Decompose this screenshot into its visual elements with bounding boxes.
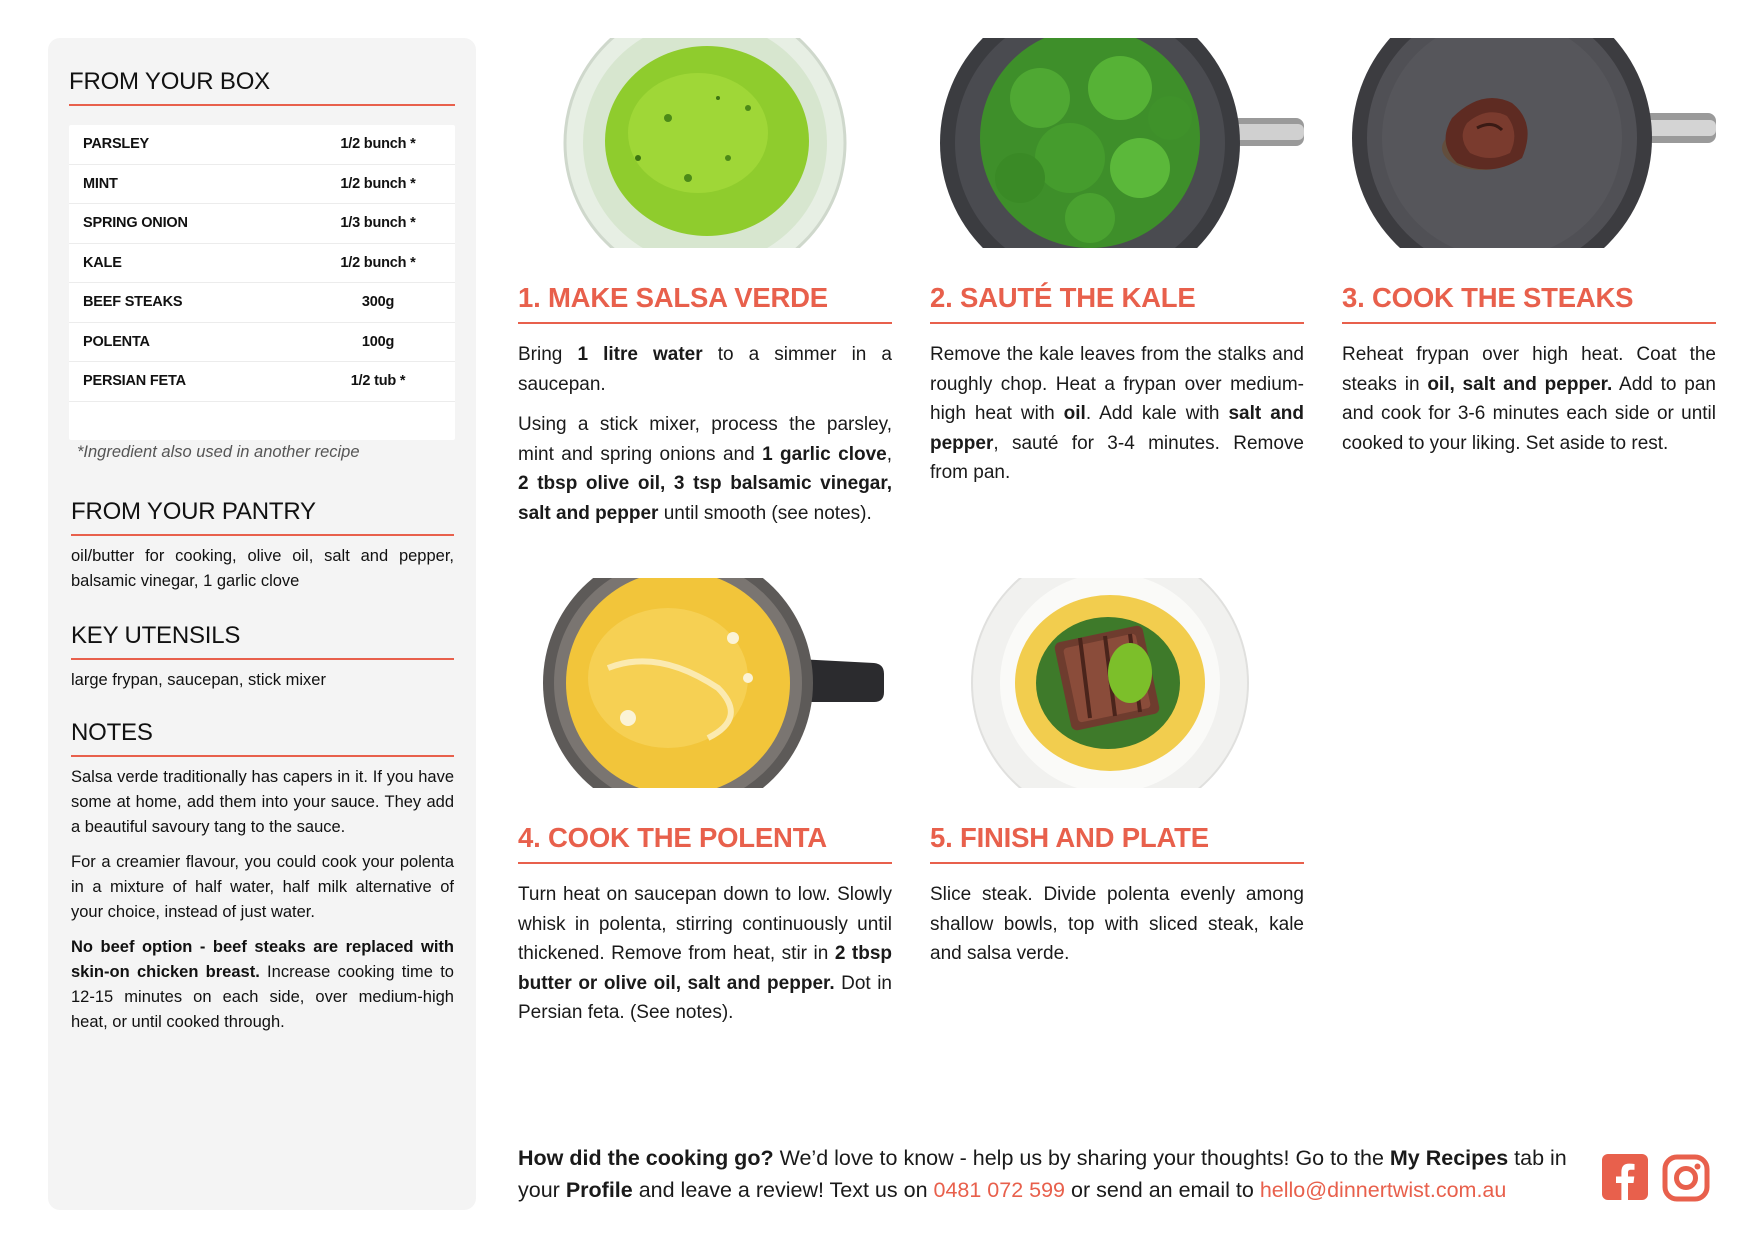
feedback-message — [518, 1143, 1578, 1206]
notes-body — [71, 765, 454, 1045]
ingredient-row — [69, 362, 455, 402]
my-recipes-label: My Recipes — [1389, 1146, 1509, 1170]
facebook-icon[interactable] — [1602, 1154, 1648, 1200]
plated-dish-image — [930, 578, 1304, 788]
step-2 — [930, 282, 1304, 499]
note-paragraph: Salsa verde traditionally has capers in it. If you have some at home, add them into your sauce. They add a beautiful savoury tang to the sauce. — [71, 768, 454, 836]
step-5-title: 5. FINISH AND PLATE — [930, 822, 1304, 864]
text: Add to pan and cook for 3-6 minutes each side or until cooked to your liking. Set aside to rest. — [1342, 373, 1716, 454]
feedback-question: How did the cooking go? — [518, 1146, 774, 1170]
text: Dot in Persian feta. (See notes). — [518, 972, 892, 1023]
ingredient-qty: 300g — [361, 294, 395, 311]
step-3-body — [1342, 340, 1716, 458]
step-paragraph — [518, 880, 892, 1028]
ingredient-name: KALE — [83, 254, 122, 271]
instagram-icon[interactable] — [1662, 1154, 1710, 1202]
notes-title: NOTES — [71, 719, 454, 757]
bold-text: oil, salt and pepper. — [1427, 373, 1613, 395]
text: , — [886, 443, 892, 465]
ingredient-qty: 1/2 bunch * — [340, 254, 416, 271]
note-text: Increase cooking time to 12-15 minutes on each side, over medium-high heat, or until cooked through. — [71, 963, 454, 1031]
ingredient-row — [69, 244, 455, 284]
step-4-title: 4. COOK THE POLENTA — [518, 822, 892, 864]
kale-in-frypan-image — [930, 38, 1304, 248]
bold-text: 1 garlic clove — [762, 443, 887, 465]
ingredient-name: POLENTA — [83, 333, 150, 350]
text: until smooth (see notes). — [658, 502, 872, 524]
text: . Add kale with — [1085, 403, 1229, 424]
step-paragraph — [930, 340, 1304, 488]
text: Using a stick mixer, process the parsley, mint and spring onions and — [518, 414, 892, 465]
ingredient-row-empty — [69, 402, 455, 441]
step-3-title: 3. COOK THE STEAKS — [1342, 282, 1716, 324]
profile-label: Profile — [565, 1177, 633, 1202]
ingredient-row — [69, 283, 455, 323]
steak-in-frypan-image — [1342, 38, 1716, 248]
step-1-title: 1. MAKE SALSA VERDE — [518, 282, 892, 324]
bold-text: 1 litre water — [577, 344, 703, 365]
ingredient-qty: 100g — [361, 333, 395, 350]
text: Turn heat on saucepan down to low. Slowly whisk in polenta, stirring continuously until thickened. Remove from heat, stir in — [518, 884, 892, 964]
step-5-body — [930, 880, 1304, 969]
ingredient-name: MINT — [83, 175, 118, 192]
step-4-body — [518, 880, 892, 1028]
step-3 — [1342, 282, 1716, 469]
step-4 — [518, 822, 892, 1039]
ingredient-footnote: *Ingredient also used in another recipe — [77, 443, 360, 461]
step-paragraph — [518, 340, 892, 399]
step-1 — [518, 282, 892, 539]
ingredient-name: SPRING ONION — [83, 215, 188, 232]
step-1-body — [518, 340, 892, 528]
text: We’d love to know - help us by sharing your thoughts! Go to the — [773, 1146, 1390, 1170]
ingredient-qty: 1/3 bunch * — [340, 215, 416, 232]
ingredient-name: BEEF STEAKS — [83, 294, 183, 311]
bold-text: oil — [1063, 403, 1086, 424]
note-paragraph — [71, 935, 454, 1035]
text: or send an email to — [1065, 1177, 1260, 1202]
key-utensils-title: KEY UTENSILS — [71, 622, 454, 660]
note-paragraph: For a creamier flavour, you could cook your polenta in a mixture of half water, half milk alternative of your choice, instead of just water. — [71, 853, 454, 921]
text: to a simmer in a saucepan. — [518, 344, 893, 395]
note-bold: No beef option - beef steaks are replaced with skin-on chicken breast. — [71, 938, 454, 981]
step-paragraph — [1342, 340, 1716, 458]
step-2-title: 2. SAUTÉ THE KALE — [930, 282, 1304, 324]
utensils-list: large frypan, saucepan, stick mixer — [71, 671, 326, 689]
from-your-box-title: FROM YOUR BOX — [69, 68, 455, 106]
bold-text: salt and pepper — [930, 403, 1304, 454]
text: Reheat frypan over high heat. Coat the steaks in — [1342, 344, 1716, 395]
ingredient-qty: 1/2 tub * — [350, 373, 406, 390]
step-paragraph — [930, 880, 1304, 969]
text: and leave a review! Text us on — [632, 1177, 934, 1202]
from-your-pantry-title: FROM YOUR PANTRY — [71, 498, 454, 536]
ingredient-qty: 1/2 bunch * — [340, 136, 416, 153]
step-paragraph — [518, 410, 892, 528]
text: , sauté for 3-4 minutes. Remove from pan. — [930, 432, 1304, 483]
text: tab in your — [518, 1146, 1567, 1202]
ingredient-row — [69, 125, 455, 165]
step-5 — [930, 822, 1304, 980]
ingredient-name: PERSIAN FETA — [83, 373, 186, 390]
ingredient-row — [69, 165, 455, 205]
salsa-verde-bowl-image — [518, 38, 892, 248]
ingredient-qty: 1/2 bunch * — [340, 175, 416, 192]
phone-number-link[interactable]: 0481 072 599 — [933, 1177, 1066, 1202]
ingredient-row — [69, 323, 455, 363]
ingredient-row — [69, 204, 455, 244]
ingredients-table — [69, 125, 455, 440]
text: Bring — [518, 344, 578, 365]
step-2-body — [930, 340, 1304, 488]
email-link[interactable]: hello@dinnertwist.com.au — [1259, 1177, 1507, 1202]
text: Slice steak. Divide polenta evenly among shallow bowls, top with sliced steak, kale and salsa verde. — [930, 884, 1304, 964]
ingredient-name: PARSLEY — [83, 136, 150, 153]
text: Remove the kale leaves from the stalks and roughly chop. Heat a frypan over medium-high heat with — [930, 344, 1304, 424]
pantry-list: oil/butter for cooking, olive oil, salt and pepper, balsamic vinegar, 1 garlic clove — [71, 547, 454, 590]
bold-text: 2 tbsp butter or olive oil, salt and pepper. — [518, 943, 892, 994]
polenta-in-saucepan-image — [518, 578, 892, 788]
bold-text: 2 tbsp olive oil, 3 tsp balsamic vinegar, salt and pepper — [518, 473, 892, 524]
